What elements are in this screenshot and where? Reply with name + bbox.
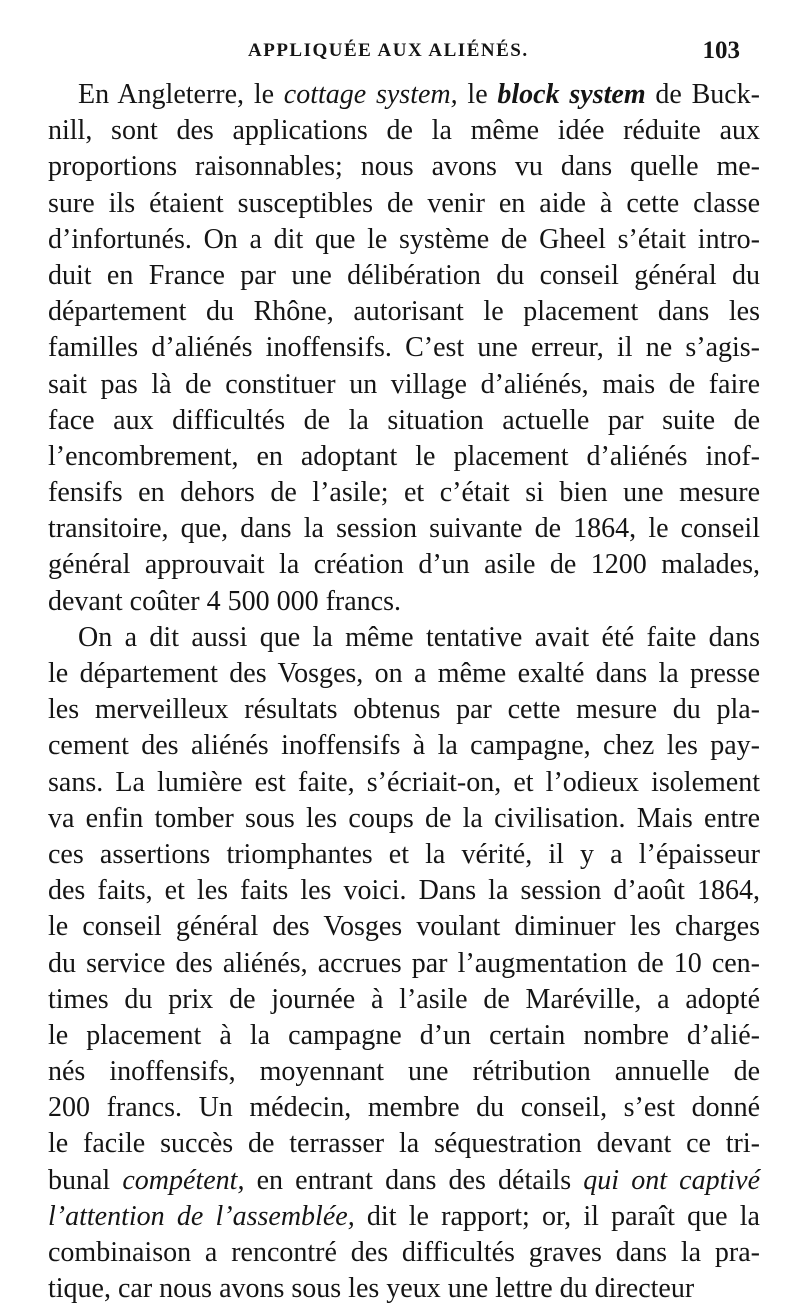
text-run: l’encombrement, en adoptant le placement d’aliénés inof- [48, 440, 760, 472]
text-line [48, 439, 760, 475]
text-run: times du prix de journée à l’asile de Maréville, a adopté [48, 983, 760, 1015]
text-line [48, 113, 760, 149]
text-line [48, 367, 760, 403]
text-run: cement des aliénés inoffensifs à la campagne, chez les pay- [48, 730, 760, 762]
running-head: APPLIQUÉE AUX ALIÉNÉS. [248, 40, 529, 61]
text-run: En Angleterre, le [78, 79, 284, 110]
text-run: général approuvait la création d’un asile de 1200 malades, [48, 549, 760, 581]
text-line [48, 873, 760, 909]
text-run: bunal [48, 1164, 123, 1196]
paragraph [48, 620, 760, 1307]
text-run: fensifs en dehors de l’asile; et c’était si bien une mesure [48, 477, 760, 509]
text-run: transitoire, que, dans la session suivante de 1864, le conseil [48, 513, 760, 545]
emphasized-text: block system [497, 79, 646, 110]
text-run: combinaison a rencontré des difficultés graves dans la pra- [48, 1237, 760, 1268]
text-line [48, 692, 760, 728]
text-line [48, 258, 760, 294]
text-run: proportions raisonnables; nous avons vu dans quelle me- [48, 151, 760, 183]
text-run: le département des Vosges, on a même exalté dans la presse [48, 658, 760, 689]
text-run: du service des aliénés, accrues par l’augmentation de 10 cen- [48, 947, 760, 979]
emphasized-text: l’attention de l’assemblée, [48, 1200, 355, 1232]
text-line [48, 982, 760, 1018]
text-run: devant coûter 4 500 000 francs. [48, 585, 401, 617]
text-line [48, 294, 760, 330]
text-run: va enfin tomber sous les coups de la civilisation. Mais entre [48, 802, 760, 834]
text-line [48, 1199, 760, 1235]
text-line [48, 584, 760, 620]
body-text [48, 77, 760, 1307]
text-line [48, 222, 760, 258]
text-run: sait pas là de constituer un village d’aliénés, mais de faire [48, 368, 760, 400]
text-line [48, 186, 760, 222]
text-line [48, 1054, 760, 1090]
text-line [48, 475, 760, 511]
text-line [48, 1235, 760, 1271]
emphasized-text: compétent, [122, 1164, 245, 1196]
text-run: sure ils étaient susceptibles de venir en aide à cette classe [48, 187, 760, 219]
text-run: On a dit aussi que la même tentative avait été faite dans [78, 621, 760, 653]
text-line [48, 1018, 760, 1054]
text-run: en entrant dans des détails [244, 1164, 584, 1196]
text-run: le placement à la campagne d’un certain nombre d’alié- [48, 1019, 760, 1051]
text-run: duit en France par une délibération du conseil général du [48, 259, 760, 291]
text-line [48, 330, 760, 366]
text-run: ces assertions triomphantes et la vérité, il y a l’épaisseur [48, 838, 760, 870]
text-run: nés inoffensifs, moyennant une rétribution annuelle de [48, 1056, 760, 1088]
text-run: sans. La lumière est faite, s’écriait-on, et l’odieux isolement [48, 766, 760, 798]
text-run: des faits, et les faits les voici. Dans la session d’août 1864, [48, 875, 760, 907]
page-header [50, 30, 740, 70]
emphasized-text: cottage system, [283, 79, 458, 110]
text-run: le [457, 79, 498, 110]
text-run: d’infortunés. On a dit que le système de Gheel s’était intro- [48, 223, 760, 255]
text-run: face aux difficultés de la situation actuelle par suite de [48, 404, 760, 436]
text-run: 200 francs. Un médecin, membre du conseil, s’est donné [48, 1092, 760, 1124]
text-line [48, 1126, 760, 1162]
page-number: 103 [702, 37, 740, 64]
text-run: nill, sont des applications de la même idée réduite aux [48, 115, 760, 147]
text-line [48, 801, 760, 837]
text-run: dit le rapport; or, il paraît que la [354, 1200, 760, 1232]
text-run: le facile succès de terrasser la séquestration devant ce tri- [48, 1128, 760, 1160]
text-line [48, 511, 760, 547]
text-line [48, 837, 760, 873]
text-line [48, 547, 760, 583]
text-line [48, 1090, 760, 1126]
text-run: département du Rhône, autorisant le placement dans les [48, 296, 760, 328]
text-run: de Buck- [645, 79, 760, 110]
text-line [48, 656, 760, 692]
text-line [48, 909, 760, 945]
paragraph [48, 77, 760, 620]
text-run: familles d’aliénés inoffensifs. C’est une erreur, il ne s’agis- [48, 332, 760, 364]
text-line [48, 149, 760, 185]
text-run: tique, car nous avons sous les yeux une lettre du directeur [48, 1273, 695, 1305]
text-line [48, 728, 760, 764]
text-line [48, 765, 760, 801]
text-line [48, 620, 760, 656]
text-line [48, 946, 760, 982]
text-line [48, 77, 760, 113]
text-line [48, 1271, 760, 1307]
text-run: les merveilleux résultats obtenus par cette mesure du pla- [48, 694, 760, 726]
text-line [48, 1163, 760, 1199]
text-line [48, 403, 760, 439]
emphasized-text: qui ont captivé [583, 1164, 760, 1196]
text-run: le conseil général des Vosges voulant diminuer les charges [48, 911, 760, 943]
